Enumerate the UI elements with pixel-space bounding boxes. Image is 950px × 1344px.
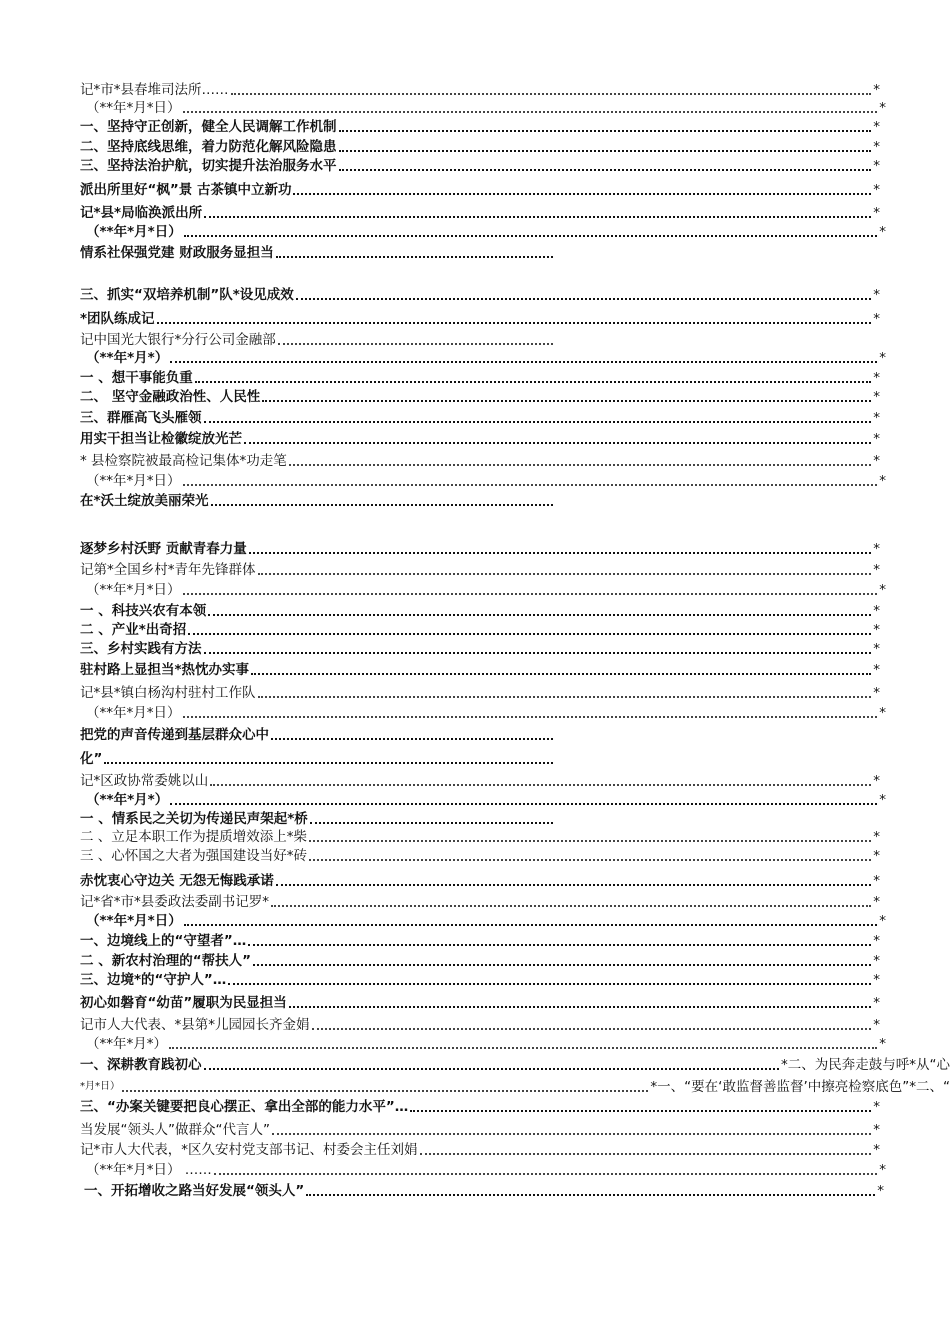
toc-entry[interactable] xyxy=(80,283,880,303)
toc-entry[interactable] xyxy=(80,578,886,598)
dot-leader xyxy=(253,952,871,966)
toc-page-number: * xyxy=(873,410,880,426)
toc-entry-title: 把党的声音传递到基层群众心中 xyxy=(80,727,269,743)
toc-entry[interactable] xyxy=(80,346,886,366)
dot-leader xyxy=(278,331,553,345)
dot-leader xyxy=(204,409,872,423)
toc-entry-title: 在*沃土绽放美丽荣光 xyxy=(80,493,209,509)
toc-entry[interactable] xyxy=(80,968,880,988)
toc-entry-overflow-text: *二、为民奔走鼓与呼*从“心 xyxy=(781,1057,950,1073)
dot-leader xyxy=(195,369,872,383)
toc-entry-title: 记中国光大银行*分行公司金融部 xyxy=(80,332,276,348)
toc-page-number: * xyxy=(873,972,880,988)
toc-page-number: * xyxy=(873,773,880,789)
toc-entry[interactable] xyxy=(80,307,880,327)
dot-leader xyxy=(204,640,872,654)
toc-entry[interactable] xyxy=(80,427,880,447)
toc-entry-title: （**年*月*日） xyxy=(86,224,182,240)
toc-entry-title: 情系社保强党建 财政服务显担当 xyxy=(80,245,274,261)
toc-entry-title: 一、深耕教育践初心 xyxy=(80,1057,202,1073)
toc-entry[interactable] xyxy=(80,949,880,969)
toc-entry[interactable] xyxy=(80,1118,880,1138)
toc-entry-title: 驻村路上显担当*热忱办实事 xyxy=(80,662,250,678)
toc-entry[interactable] xyxy=(80,1158,886,1178)
dot-leader xyxy=(289,994,872,1008)
toc-entry-title: （**年*月*日） xyxy=(86,705,181,721)
toc-entry-title: 三、“办案关键要把良心摆正、拿出全部的能力水平”… xyxy=(80,1099,409,1115)
toc-entry-overflow-text: *一、“要在‘敢监督善监督’中擦亮检察底色”*二、“ xyxy=(650,1079,950,1095)
dot-leader xyxy=(339,157,872,171)
toc-entry-title: * 县检察院被最高检记集体*功走笔 xyxy=(80,453,287,469)
toc-entry[interactable] xyxy=(80,115,880,135)
toc-page-number: * xyxy=(873,995,880,1011)
toc-page-number: * xyxy=(879,1036,886,1052)
toc-entry-title: 一 、情系民之关切为传递民声架起*桥 xyxy=(80,811,308,827)
dot-leader xyxy=(339,118,872,132)
dot-leader xyxy=(258,684,872,698)
dot-leader xyxy=(157,310,872,324)
dot-leader xyxy=(244,430,871,444)
dot-leader xyxy=(271,726,553,740)
toc-entry[interactable] xyxy=(80,618,880,638)
dot-leader xyxy=(170,349,877,363)
toc-entry[interactable] xyxy=(80,135,880,155)
dot-leader xyxy=(183,472,878,486)
toc-entry[interactable] xyxy=(80,1053,950,1073)
toc-entry-title: 三、群雁高飞头雁领 xyxy=(80,410,202,426)
dot-leader xyxy=(204,1056,780,1070)
toc-entry[interactable] xyxy=(80,201,880,221)
toc-page-number: * xyxy=(873,662,880,678)
toc-page-number: * xyxy=(873,1122,880,1138)
dot-leader xyxy=(104,750,553,764)
toc-entry-title: （**年*月*日） …… xyxy=(86,1162,212,1178)
dot-leader xyxy=(204,204,871,218)
toc-entry-title: 一、坚持守正创新，健全人民调解工作机制 xyxy=(80,119,337,135)
dot-leader xyxy=(289,452,871,466)
dot-leader xyxy=(231,81,872,95)
toc-entry-title: 记*市人大代表，*区久安村党支部书记、村委会主任刘娟 xyxy=(80,1142,418,1158)
toc-entry[interactable] xyxy=(80,241,555,261)
dot-leader xyxy=(183,581,878,595)
toc-entry[interactable] xyxy=(80,1032,886,1052)
dot-leader xyxy=(214,1161,877,1175)
toc-page-number: * xyxy=(873,453,880,469)
toc-page-number: * xyxy=(873,562,880,578)
toc-page-number: * xyxy=(873,119,880,135)
toc-entry-title: 逐梦乡村沃野 贡献青春力量 xyxy=(80,541,247,557)
toc-entry[interactable] xyxy=(80,366,880,386)
toc-page-number: * xyxy=(879,913,886,929)
toc-entry[interactable] xyxy=(80,1179,884,1199)
toc-entry-title: 记第*全国乡村*青年先锋群体 xyxy=(80,562,256,578)
toc-page-number: * xyxy=(877,1183,884,1199)
toc-page-number: * xyxy=(873,894,880,910)
toc-entry[interactable] xyxy=(80,890,880,910)
toc-entry[interactable] xyxy=(80,1138,880,1158)
toc-entry-title: 一、开拓增收之路当好发展“领头人” xyxy=(84,1183,305,1199)
toc-entry-title: 三、抓实“双培养机制”队*设见成效 xyxy=(80,287,294,303)
dot-leader xyxy=(258,561,872,575)
toc-page-number: * xyxy=(873,829,880,845)
dot-leader xyxy=(276,244,553,258)
toc-page-number: * xyxy=(873,848,880,864)
toc-page-number: * xyxy=(873,431,880,447)
toc-entry[interactable] xyxy=(80,807,555,827)
toc-entry-title: （**年*月*日） xyxy=(86,100,181,116)
dot-leader xyxy=(293,181,871,195)
toc-page-number: * xyxy=(879,224,886,240)
toc-page-number: * xyxy=(873,541,880,557)
toc-page-number: * xyxy=(873,311,880,327)
toc-entry-title: 化” xyxy=(80,751,103,767)
dot-leader xyxy=(312,1016,872,1030)
toc-entry-title: 记*区政协常委姚以山 xyxy=(80,773,209,789)
toc-page-number: * xyxy=(873,873,880,889)
dot-leader xyxy=(183,99,878,113)
toc-page-number: * xyxy=(879,350,886,366)
toc-page-number: * xyxy=(873,139,880,155)
toc-entry-title: 用实干担当让检徽绽放光芒 xyxy=(80,431,242,447)
toc-page-number: * xyxy=(873,933,880,949)
toc-entry-title: （**年*月*日） xyxy=(86,473,181,489)
toc-entry[interactable] xyxy=(80,701,886,721)
toc-entry[interactable] xyxy=(80,658,880,678)
toc-entry-title: （**年*月*） xyxy=(86,1036,167,1052)
dot-leader xyxy=(169,1035,877,1049)
toc-entry-title: 初心如磐育“幼苗”履职为民显担当 xyxy=(80,995,287,1011)
toc-entry-title: 三、边境*的“守护人”… xyxy=(80,972,227,988)
toc-entry[interactable] xyxy=(80,469,886,489)
dot-leader xyxy=(309,847,871,861)
toc-entry[interactable] xyxy=(80,788,886,808)
toc-entry[interactable] xyxy=(80,991,880,1011)
toc-entry[interactable] xyxy=(80,844,880,864)
dot-leader xyxy=(271,893,871,907)
dot-leader xyxy=(262,388,871,402)
dot-leader xyxy=(208,602,871,616)
toc-entry[interactable] xyxy=(80,328,555,348)
toc-entry[interactable] xyxy=(80,489,555,509)
toc-entry[interactable] xyxy=(80,637,880,657)
toc-entry[interactable] xyxy=(80,909,886,929)
toc-entry[interactable] xyxy=(80,406,880,426)
toc-entry-title: 二、 坚守金融政治性、人民性 xyxy=(80,389,261,405)
dot-leader xyxy=(248,932,871,946)
toc-entry-title: 三 、心怀国之大者为强国建设当好*砖 xyxy=(80,848,308,864)
toc-entry[interactable] xyxy=(80,869,880,889)
dot-leader xyxy=(276,872,872,886)
toc-page-number: * xyxy=(873,82,880,98)
toc-entry-title: 一 、想干事能负重 xyxy=(80,370,193,386)
toc-entry[interactable] xyxy=(80,599,880,619)
toc-page-number: * xyxy=(873,287,880,303)
toc-entry-title: （**年*月*日） xyxy=(86,582,181,598)
toc-page-number: * xyxy=(873,603,880,619)
dot-leader xyxy=(122,1078,648,1092)
toc-entry-title: *团队练成记 xyxy=(80,311,155,327)
toc-entry[interactable] xyxy=(80,747,555,767)
dot-leader xyxy=(306,1182,875,1196)
toc-page-number: * xyxy=(879,582,886,598)
dot-leader xyxy=(251,661,871,675)
dot-leader xyxy=(184,912,878,926)
toc-entry-title: 记*市*县春堆司法所…… xyxy=(80,82,229,98)
toc-entry-title: 一、边境线上的“守望者”… xyxy=(80,933,247,949)
toc-page-number: * xyxy=(873,370,880,386)
toc-page-number: * xyxy=(879,705,886,721)
toc-entry-title: 记*县*镇白杨沟村驻村工作队 xyxy=(80,685,256,701)
toc-page-number: * xyxy=(873,1142,880,1158)
toc-page-number: * xyxy=(873,1017,880,1033)
dot-leader xyxy=(310,810,553,824)
toc-entry[interactable] xyxy=(80,449,880,469)
toc-entry-title: 记*省*市*县委政法委副书记罗* xyxy=(80,894,269,910)
toc-entry[interactable] xyxy=(80,220,886,240)
toc-entry-title: 记*县*局临涣派出所 xyxy=(80,205,203,221)
toc-entry-title: 派出所里好“枫”景 古茶镇中立新功 xyxy=(80,182,292,198)
toc-entry-title: 当发展“领头人”做群众“代言人” xyxy=(80,1122,270,1138)
toc-page-number: * xyxy=(879,1162,886,1178)
toc-entry-title: 三、乡村实践有方法 xyxy=(80,641,202,657)
toc-entry-title: （**年*月*日） xyxy=(86,913,182,929)
toc-page-number: * xyxy=(873,953,880,969)
toc-entry[interactable] xyxy=(80,154,880,174)
toc-page-number: * xyxy=(873,685,880,701)
toc-entry-title: 二 、新农村治理的“帮扶人” xyxy=(80,953,251,969)
toc-entry-title: 记市人大代表、*县第*儿园园长齐金娟 xyxy=(80,1017,310,1033)
toc-page-number: * xyxy=(879,473,886,489)
toc-entry-title: （**年*月*） xyxy=(86,350,169,366)
dot-leader xyxy=(420,1141,872,1155)
dot-leader xyxy=(249,540,872,554)
toc-page-number: * xyxy=(879,792,886,808)
toc-page-number: * xyxy=(879,100,886,116)
dot-leader xyxy=(211,492,553,506)
dot-leader xyxy=(228,971,871,985)
toc-entry[interactable] xyxy=(80,681,880,701)
toc-entry[interactable] xyxy=(80,78,880,98)
toc-entry[interactable] xyxy=(80,178,880,198)
toc-entry-title: 一 、科技兴农有本领 xyxy=(80,603,207,619)
toc-entry[interactable] xyxy=(80,1095,880,1115)
toc-entry-title: 二 、立足本职工作为提质增效添上*柴 xyxy=(80,829,308,845)
toc-page-number: * xyxy=(873,158,880,174)
dot-leader xyxy=(170,791,877,805)
dot-leader xyxy=(339,138,872,152)
toc-entry[interactable] xyxy=(80,769,880,789)
toc-entry[interactable] xyxy=(80,825,880,845)
dot-leader xyxy=(183,704,878,718)
toc-entry[interactable] xyxy=(80,385,880,405)
dot-leader xyxy=(296,286,871,300)
dot-leader xyxy=(309,828,871,842)
toc-entry-title: 二 、产业*出奇招 xyxy=(80,622,187,638)
toc-page-number: * xyxy=(873,389,880,405)
toc-entry-title: 二、坚持底线思维，着力防范化解风险隐患 xyxy=(80,139,337,155)
toc-entry[interactable] xyxy=(80,1075,950,1095)
toc-page-number: * xyxy=(873,205,880,221)
dot-leader xyxy=(184,223,878,237)
toc-entry-title: 三、坚持法治护航，切实提升法治服务水平 xyxy=(80,158,337,174)
toc-entry-title: *月*日） xyxy=(80,1081,120,1092)
toc-page-number: * xyxy=(873,1099,880,1115)
toc-entry[interactable] xyxy=(80,537,880,557)
toc-entry-title: （**年*月*） xyxy=(86,792,169,808)
dot-leader xyxy=(210,772,871,786)
toc-entry[interactable] xyxy=(80,1013,880,1033)
toc-entry[interactable] xyxy=(80,723,555,743)
toc-entry[interactable] xyxy=(80,558,880,578)
toc-page-number: * xyxy=(873,641,880,657)
toc-entry[interactable] xyxy=(80,929,880,949)
dot-leader xyxy=(188,621,871,635)
dot-leader xyxy=(410,1098,871,1112)
toc-entry-title: 赤忱衷心守边关 无怨无悔践承诺 xyxy=(80,873,274,889)
toc-page-number: * xyxy=(873,622,880,638)
dot-leader xyxy=(272,1121,871,1135)
toc-entry[interactable] xyxy=(80,96,886,116)
toc-page-number: * xyxy=(873,182,880,198)
